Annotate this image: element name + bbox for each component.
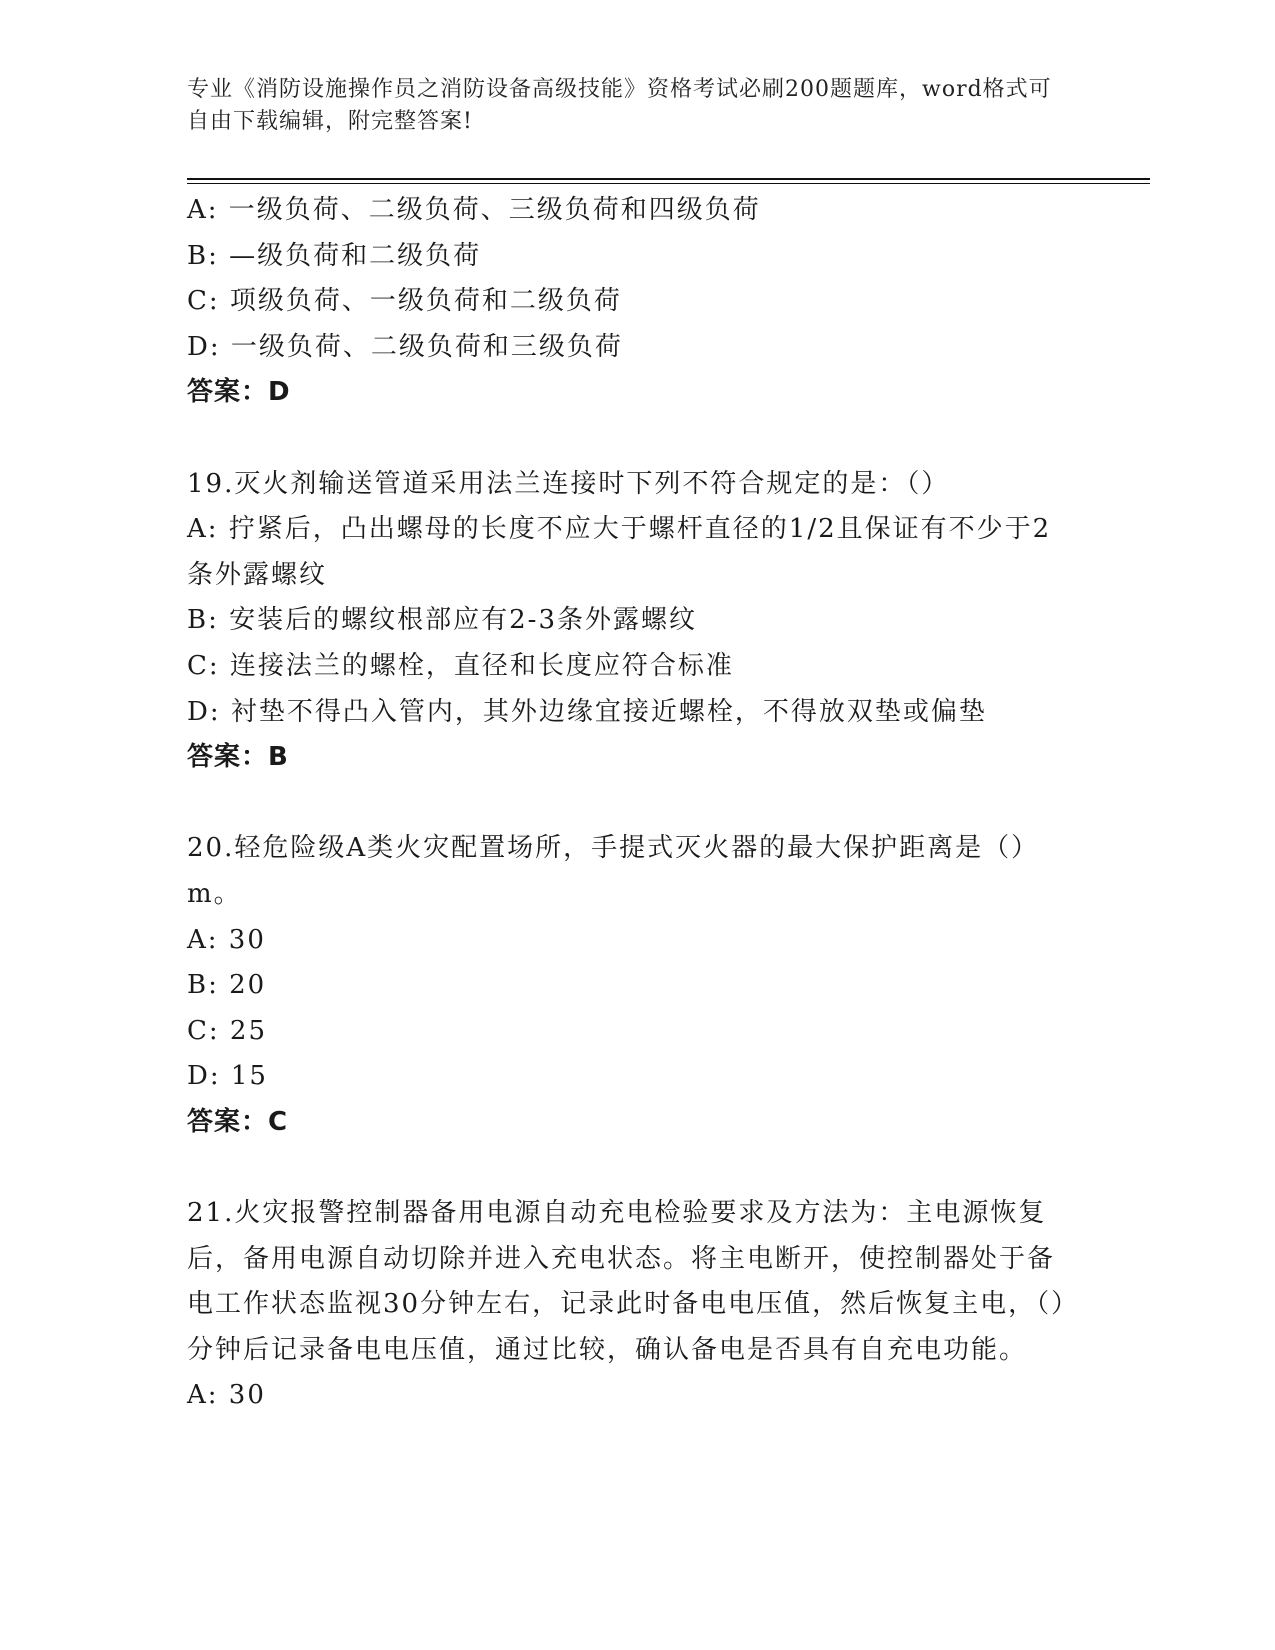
question-20 [187,826,1087,1145]
answer-label: 答案：B [187,742,289,773]
question-18 [187,188,1087,416]
question-21 [187,1191,1087,1419]
spacer [187,781,1087,827]
option-d: D: 衬垫不得凸入管内，其外边缘宜接近螺栓，不得放双垫或偏垫 [187,696,987,727]
option-b: B: 安装后的螺纹根部应有2-3条外露螺纹 [187,605,698,636]
option-c: C: 25 [187,1015,268,1046]
option-a: A: 一级负荷、二级负荷、三级负荷和四级负荷 [187,195,761,225]
option-a: A: 30 [187,1380,266,1411]
option-a: A: 拧紧后，凸出螺母的长度不应大于螺杆直径的1/2且保证有不少于2条外露螺纹 [187,514,1052,590]
header-rule-thick [187,178,1150,180]
option-d: D: 一级负荷、二级负荷和三级负荷 [187,331,623,362]
question-list [187,188,1087,1419]
option-c: C: 连接法兰的螺栓，直径和长度应符合标准 [187,650,734,681]
answer-label: 答案：D [187,377,291,408]
spacer [187,1145,1087,1191]
question-19 [187,462,1087,781]
question-stem: 20.轻危险级A类火灾配置场所，手提式灭火器的最大保护距离是（）m。 [187,833,1040,909]
answer-label: 答案：C [187,1106,289,1137]
header-rule-thin [187,183,1150,184]
question-stem: 19.灭火剂输送管道采用法兰连接时下列不符合规定的是：（） [187,468,950,499]
spacer [187,416,1087,462]
document-header: 专业《消防设施操作员之消防设备高级技能》资格考试必刷200题题库，word格式可自由下载编辑，附完整答案! [187,77,1052,134]
option-c: C: 项级负荷、一级负荷和二级负荷 [187,286,622,317]
option-b: B: —级负荷和二级负荷 [187,240,482,271]
question-stem: 21.火灾报警控制器备用电源自动充电检验要求及方法为：主电源恢复后，备用电源自动切除并进入充电状态。将主电断开，使控制器处于备电工作状态监视30分钟左右，记录此时备电电压值，然后恢复主电，（）分钟后记录备电电压值，通过比较，确认备电是否具有自充电功能。 [187,1198,1067,1365]
option-d: D: 15 [187,1061,268,1092]
option-a: A: 30 [187,924,266,955]
option-b: B: 20 [187,970,267,1001]
